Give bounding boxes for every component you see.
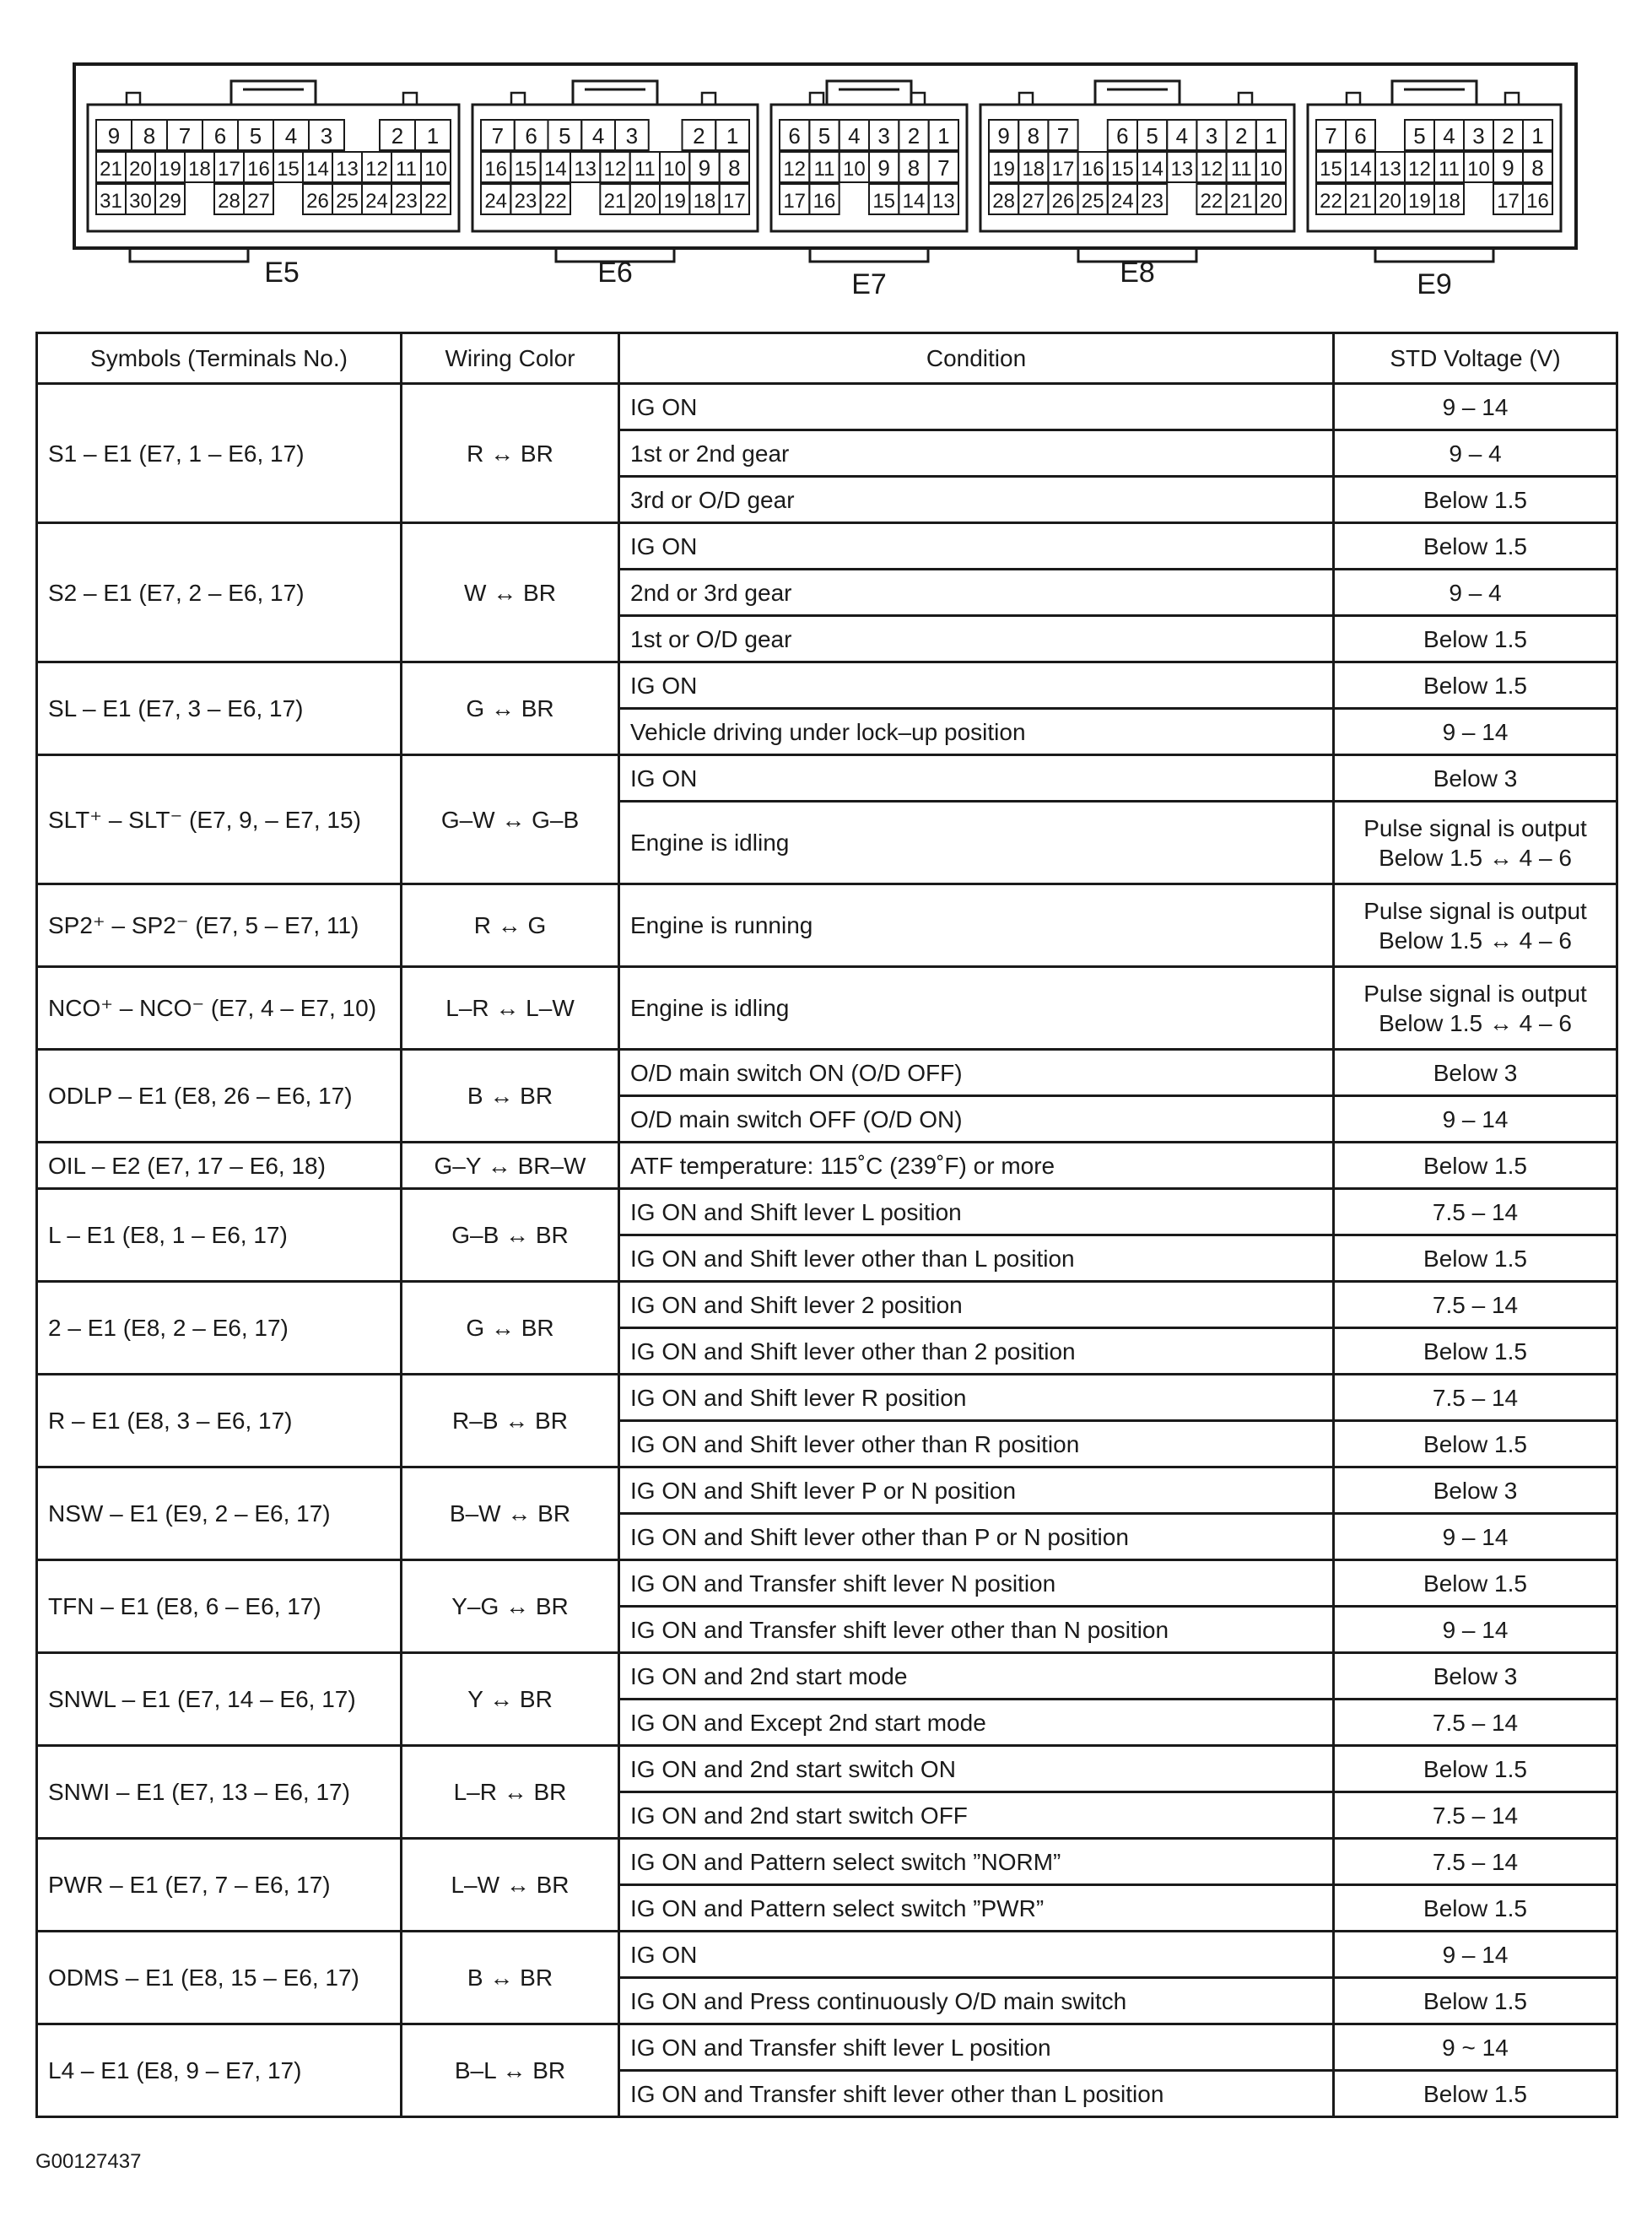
pin-number: 19 xyxy=(1408,190,1431,213)
wiring-color: B ↔ BR xyxy=(402,1050,619,1143)
std-voltage-cell: 7.5 – 14 xyxy=(1334,1839,1617,1885)
condition-cell: IG ON and Press continuously O/D main switch xyxy=(619,1978,1334,2024)
pin-number: 9 xyxy=(877,155,890,181)
wiring-color: G–Y ↔ BR–W xyxy=(402,1143,619,1189)
pin-number: 22 xyxy=(424,190,447,213)
pin-number: 14 xyxy=(1349,158,1372,181)
pin-number: 4 xyxy=(284,123,298,149)
pin-number: 3 xyxy=(1472,123,1485,149)
pin-number: 16 xyxy=(1081,158,1104,181)
pin-number: 20 xyxy=(1379,190,1401,213)
condition-cell: IG ON and Shift lever other than R position xyxy=(619,1421,1334,1467)
connector-e6 xyxy=(472,81,758,289)
pin-number: 28 xyxy=(218,190,240,213)
pin-number: 12 xyxy=(1200,158,1223,181)
pin-number: 8 xyxy=(1531,155,1544,181)
connector-tab xyxy=(403,93,417,105)
condition-cell: IG ON and Shift lever other than L position xyxy=(619,1235,1334,1282)
std-voltage-cell: Below 3 xyxy=(1334,755,1617,802)
voltage-line: Pulse signal is output xyxy=(1363,897,1587,924)
pin-number: 4 xyxy=(1175,123,1189,149)
table-row xyxy=(37,967,1617,1050)
condition-cell: IG ON and 2nd start mode xyxy=(619,1653,1334,1700)
table-row xyxy=(37,1375,1617,1421)
pin-number: 10 xyxy=(663,158,687,181)
terminal-symbol: PWR – E1 (E7, 7 – E6, 17) xyxy=(37,1839,402,1932)
condition-cell: O/D main switch ON (O/D OFF) xyxy=(619,1050,1334,1096)
std-voltage-cell: Below 1.5 xyxy=(1334,477,1617,523)
pin-number: 10 xyxy=(842,158,866,181)
connector-label: E6 xyxy=(597,257,633,289)
terminal-symbol: S2 – E1 (E7, 2 – E6, 17) xyxy=(37,523,402,662)
pin-number: 17 xyxy=(218,158,240,181)
pin-number: 11 xyxy=(1439,158,1460,181)
pin-number: 18 xyxy=(693,190,716,213)
voltage-line: Below 1.5 ↔ 4 – 6 xyxy=(1379,927,1572,954)
connector-tab xyxy=(1347,93,1360,105)
pin-number: 25 xyxy=(336,190,359,213)
pin-number: 8 xyxy=(143,123,156,149)
voltage-line: Pulse signal is output xyxy=(1363,814,1587,841)
pin-number: 12 xyxy=(603,158,627,181)
std-voltage-cell: Below 1.5 xyxy=(1334,1235,1617,1282)
std-voltage-cell: 9 – 14 xyxy=(1334,1932,1617,1978)
terminal-symbol: TFN – E1 (E8, 6 – E6, 17) xyxy=(37,1560,402,1653)
table-row xyxy=(37,2024,1617,2071)
pin-number: 15 xyxy=(1320,158,1342,181)
pin-number: 19 xyxy=(663,190,687,213)
pin-number: 21 xyxy=(603,190,627,213)
pin-number: 1 xyxy=(937,123,950,149)
pin-number: 3 xyxy=(320,123,333,149)
std-voltage-cell: Below 1.5 xyxy=(1334,1143,1617,1189)
wiring-color: W ↔ BR xyxy=(402,523,619,662)
std-voltage-cell: Below 1.5 xyxy=(1334,1560,1617,1607)
connector-e8 xyxy=(980,81,1294,289)
pin-number: 9 xyxy=(107,123,121,149)
wiring-color: R ↔ BR xyxy=(402,384,619,523)
pin-number: 4 xyxy=(1443,123,1455,149)
pin-number: 10 xyxy=(1260,158,1282,181)
terminal-symbol: L – E1 (E8, 1 – E6, 17) xyxy=(37,1189,402,1282)
pin-number: 11 xyxy=(634,158,656,181)
pin-number: 7 xyxy=(178,123,192,149)
std-voltage-cell: 7.5 – 14 xyxy=(1334,1375,1617,1421)
std-voltage-cell: 7.5 – 14 xyxy=(1334,1189,1617,1235)
connector-tab xyxy=(810,93,823,105)
pin-number: 21 xyxy=(1229,190,1253,213)
connector-latch xyxy=(573,81,657,105)
condition-cell: IG ON and Shift lever P or N position xyxy=(619,1467,1334,1514)
wiring-color: L–W ↔ BR xyxy=(402,1839,619,1932)
wiring-color: G–W ↔ G–B xyxy=(402,755,619,884)
std-voltage-cell: 9 – 14 xyxy=(1334,1607,1617,1653)
terminal-symbol: OIL – E2 (E7, 17 – E6, 18) xyxy=(37,1143,402,1189)
std-voltage-cell: Below 1.5 xyxy=(1334,1978,1617,2024)
condition-cell: 1st or 2nd gear xyxy=(619,430,1334,477)
pin-number: 16 xyxy=(813,190,836,213)
figure-id: G00127437 xyxy=(35,2150,142,2173)
pin-number: 20 xyxy=(129,158,152,181)
connector-tab xyxy=(1505,93,1519,105)
pin-number: 25 xyxy=(1081,190,1104,213)
pin-number: 24 xyxy=(484,190,508,213)
table-row xyxy=(37,384,1617,430)
pin-number: 5 xyxy=(559,123,571,149)
pin-number: 1 xyxy=(1265,123,1277,149)
connector-tab xyxy=(1019,93,1033,105)
std-voltage-cell: 7.5 – 14 xyxy=(1334,1282,1617,1328)
terminal-symbol: SNWI – E1 (E7, 13 – E6, 17) xyxy=(37,1746,402,1839)
condition-cell: IG ON and Shift lever L position xyxy=(619,1189,1334,1235)
pin-number: 10 xyxy=(424,158,447,181)
pin-number: 17 xyxy=(722,190,746,213)
pin-number: 26 xyxy=(306,190,329,213)
connector-tab xyxy=(511,93,525,105)
connector-e5 xyxy=(88,81,459,289)
condition-cell: Vehicle driving under lock–up position xyxy=(619,709,1334,755)
pin-number: 22 xyxy=(1200,190,1223,213)
pin-number: 14 xyxy=(543,158,567,181)
connector-label: E9 xyxy=(1417,268,1452,300)
pin-number: 7 xyxy=(1325,123,1337,149)
connector-latch xyxy=(231,81,316,105)
std-voltage-cell: Below 3 xyxy=(1334,1467,1617,1514)
pin-number: 23 xyxy=(514,190,537,213)
table-row xyxy=(37,755,1617,802)
table-row xyxy=(37,1189,1617,1235)
pin-number: 21 xyxy=(1349,190,1372,213)
pin-number: 23 xyxy=(395,190,418,213)
pin-number: 6 xyxy=(525,123,537,149)
pin-number: 12 xyxy=(365,158,388,181)
condition-cell: IG ON and Shift lever other than 2 position xyxy=(619,1328,1334,1375)
table-row xyxy=(37,1050,1617,1096)
pin-number: 19 xyxy=(992,158,1015,181)
pin-number: 12 xyxy=(1408,158,1431,181)
condition-cell: O/D main switch OFF (O/D ON) xyxy=(619,1096,1334,1143)
voltage-line: Below 1.5 ↔ 4 – 6 xyxy=(1379,1009,1572,1036)
std-voltage-cell: Below 1.5 xyxy=(1334,616,1617,662)
connector-key xyxy=(810,248,928,262)
condition-cell: IG ON and Shift lever 2 position xyxy=(619,1282,1334,1328)
pin-number: 3 xyxy=(1205,123,1218,149)
pin-number: 6 xyxy=(788,123,801,149)
std-voltage-cell: Below 1.5 xyxy=(1334,523,1617,570)
std-voltage-cell: 9 – 14 xyxy=(1334,1514,1617,1560)
pin-number: 17 xyxy=(783,190,807,213)
ecu-connector-diagram xyxy=(0,0,1652,321)
condition-cell: IG ON and Transfer shift lever N position xyxy=(619,1560,1334,1607)
condition-cell: IG ON xyxy=(619,1932,1334,1978)
table-row xyxy=(37,1653,1617,1700)
condition-cell: IG ON xyxy=(619,755,1334,802)
std-voltage-cell xyxy=(1334,802,1617,884)
pin-number: 17 xyxy=(1051,158,1075,181)
connector-latch xyxy=(1095,81,1180,105)
pin-number: 6 xyxy=(1354,123,1367,149)
terminal-symbol: ODMS – E1 (E8, 15 – E6, 17) xyxy=(37,1932,402,2024)
pin-number: 13 xyxy=(931,190,955,213)
connector-housing xyxy=(74,64,1576,248)
std-voltage-cell: Below 1.5 xyxy=(1334,662,1617,709)
pin-number: 18 xyxy=(188,158,211,181)
pin-number: 1 xyxy=(1531,123,1544,149)
table-row xyxy=(37,1560,1617,1607)
pin-number: 17 xyxy=(1497,190,1520,213)
condition-cell: IG ON and Shift lever other than P or N position xyxy=(619,1514,1334,1560)
wiring-color: Y–G ↔ BR xyxy=(402,1560,619,1653)
pin-number: 1 xyxy=(726,123,739,149)
condition-cell: IG ON xyxy=(619,662,1334,709)
pin-number: 20 xyxy=(633,190,656,213)
pin-number: 23 xyxy=(1141,190,1163,213)
pin-number: 14 xyxy=(306,158,329,181)
terminal-symbol: SL – E1 (E7, 3 – E6, 17) xyxy=(37,662,402,755)
std-voltage-cell: 9 – 14 xyxy=(1334,384,1617,430)
pin-number: 3 xyxy=(877,123,890,149)
condition-cell: IG ON and Pattern select switch ”PWR” xyxy=(619,1885,1334,1932)
pin-number: 5 xyxy=(1146,123,1158,149)
pin-number: 24 xyxy=(365,190,388,213)
pin-number: 8 xyxy=(907,155,920,181)
terminal-symbol: ODLP – E1 (E8, 26 – E6, 17) xyxy=(37,1050,402,1143)
wiring-color: B ↔ BR xyxy=(402,1932,619,2024)
header-condition: Condition xyxy=(619,333,1334,384)
pin-number: 15 xyxy=(514,158,537,181)
condition-cell: IG ON and Pattern select switch ”NORM” xyxy=(619,1839,1334,1885)
std-voltage-cell: Below 1.5 xyxy=(1334,1885,1617,1932)
pin-number: 21 xyxy=(100,158,122,181)
pin-number: 6 xyxy=(213,123,227,149)
wiring-color: R–B ↔ BR xyxy=(402,1375,619,1467)
std-voltage-cell: Below 1.5 xyxy=(1334,2071,1617,2117)
wiring-color: G–B ↔ BR xyxy=(402,1189,619,1282)
std-voltage-cell: 9 – 14 xyxy=(1334,709,1617,755)
condition-cell: IG ON xyxy=(619,384,1334,430)
condition-cell: Engine is running xyxy=(619,884,1334,967)
pin-number: 15 xyxy=(872,190,896,213)
terminal-symbol: SP2⁺ – SP2⁻ (E7, 5 – E7, 11) xyxy=(37,884,402,967)
pin-number: 31 xyxy=(100,190,122,213)
header-symbols: Symbols (Terminals No.) xyxy=(37,333,402,384)
pin-number: 9 xyxy=(698,155,711,181)
pin-number: 10 xyxy=(1467,158,1490,181)
terminal-symbol: NSW – E1 (E9, 2 – E6, 17) xyxy=(37,1467,402,1560)
pin-number: 11 xyxy=(1230,158,1252,181)
pin-number: 26 xyxy=(1051,190,1075,213)
pin-number: 16 xyxy=(484,158,508,181)
table-row xyxy=(37,1746,1617,1792)
pin-number: 7 xyxy=(491,123,505,149)
pin-number: 2 xyxy=(391,123,404,149)
pin-number: 27 xyxy=(1022,190,1045,213)
pin-number: 27 xyxy=(247,190,270,213)
wiring-color: L–R ↔ BR xyxy=(402,1746,619,1839)
connector-e7 xyxy=(771,81,967,300)
std-voltage-cell: Below 1.5 xyxy=(1334,1421,1617,1467)
pin-number: 18 xyxy=(1438,190,1460,213)
condition-cell: IG ON and Transfer shift lever other than N position xyxy=(619,1607,1334,1653)
pin-number: 5 xyxy=(249,123,262,149)
pin-number: 28 xyxy=(992,190,1015,213)
terminal-symbol: S1 – E1 (E7, 1 – E6, 17) xyxy=(37,384,402,523)
pin-number: 9 xyxy=(997,123,1010,149)
condition-cell: ATF temperature: 115˚C (239˚F) or more xyxy=(619,1143,1334,1189)
connector-label: E8 xyxy=(1120,257,1155,289)
wiring-color: R ↔ G xyxy=(402,884,619,967)
terminal-symbol: R – E1 (E8, 3 – E6, 17) xyxy=(37,1375,402,1467)
terminal-symbol: SNWL – E1 (E7, 14 – E6, 17) xyxy=(37,1653,402,1746)
pin-number: 8 xyxy=(728,155,741,181)
std-voltage-cell: Below 1.5 xyxy=(1334,1746,1617,1792)
connector-key xyxy=(1375,248,1493,262)
wiring-color: B–L ↔ BR xyxy=(402,2024,619,2117)
connector-label: E5 xyxy=(264,257,300,289)
wiring-color: Y ↔ BR xyxy=(402,1653,619,1746)
pin-number: 19 xyxy=(159,158,181,181)
pin-number: 7 xyxy=(937,155,950,181)
condition-cell: Engine is idling xyxy=(619,967,1334,1050)
pin-number: 11 xyxy=(813,158,835,181)
std-voltage-cell: 9 ~ 14 xyxy=(1334,2024,1617,2071)
connector-tab xyxy=(1239,93,1252,105)
table-row xyxy=(37,1932,1617,1978)
pin-number: 15 xyxy=(277,158,300,181)
pin-number: 20 xyxy=(1260,190,1282,213)
wiring-color: L–R ↔ L–W xyxy=(402,967,619,1050)
pin-number: 16 xyxy=(247,158,270,181)
pin-number: 3 xyxy=(625,123,639,149)
condition-cell: 3rd or O/D gear xyxy=(619,477,1334,523)
terminal-symbol: 2 – E1 (E8, 2 – E6, 17) xyxy=(37,1282,402,1375)
connector-latch xyxy=(827,81,911,105)
condition-cell: 2nd or 3rd gear xyxy=(619,570,1334,616)
condition-cell: IG ON and Except 2nd start mode xyxy=(619,1700,1334,1746)
pin-number: 5 xyxy=(1413,123,1426,149)
connector-tab xyxy=(127,93,140,105)
condition-cell: IG ON and 2nd start switch ON xyxy=(619,1746,1334,1792)
pin-number: 8 xyxy=(1027,123,1040,149)
table-row xyxy=(37,1839,1617,1885)
condition-cell: IG ON and Transfer shift lever L position xyxy=(619,2024,1334,2071)
header-std-voltage: STD Voltage (V) xyxy=(1334,333,1617,384)
connector-tab xyxy=(911,93,925,105)
pin-number: 2 xyxy=(693,123,705,149)
pin-number: 22 xyxy=(1320,190,1342,213)
pin-number: 4 xyxy=(591,123,605,149)
pin-number: 18 xyxy=(1022,158,1045,181)
wiring-color: B–W ↔ BR xyxy=(402,1467,619,1560)
pin-number: 2 xyxy=(1502,123,1514,149)
condition-cell: Engine is idling xyxy=(619,802,1334,884)
pin-number: 2 xyxy=(1234,123,1248,149)
pin-number: 13 xyxy=(1379,158,1401,181)
connector-tab xyxy=(702,93,715,105)
wiring-color: G ↔ BR xyxy=(402,662,619,755)
table-row xyxy=(37,1282,1617,1328)
pin-number: 9 xyxy=(1502,155,1514,181)
table-header-row xyxy=(37,333,1617,384)
terminal-symbol: SLT⁺ – SLT⁻ (E7, 9, – E7, 15) xyxy=(37,755,402,884)
condition-cell: IG ON and 2nd start switch OFF xyxy=(619,1792,1334,1839)
std-voltage-cell xyxy=(1334,884,1617,967)
pin-number: 13 xyxy=(1170,158,1194,181)
pin-number: 12 xyxy=(783,158,807,181)
std-voltage-cell: 7.5 – 14 xyxy=(1334,1792,1617,1839)
condition-cell: 1st or O/D gear xyxy=(619,616,1334,662)
pin-number: 24 xyxy=(1111,190,1134,213)
terminal-symbol: L4 – E1 (E8, 9 – E7, 17) xyxy=(37,2024,402,2117)
pin-number: 15 xyxy=(1111,158,1134,181)
pin-number: 30 xyxy=(129,190,152,213)
pin-number: 6 xyxy=(1116,123,1129,149)
table-row xyxy=(37,1143,1617,1189)
pin-number: 5 xyxy=(818,123,831,149)
condition-cell: IG ON and Shift lever R position xyxy=(619,1375,1334,1421)
pin-number: 13 xyxy=(574,158,597,181)
std-voltage-cell: 9 – 14 xyxy=(1334,1096,1617,1143)
pin-number: 1 xyxy=(426,123,440,149)
table-row xyxy=(37,523,1617,570)
std-voltage-cell: 7.5 – 14 xyxy=(1334,1700,1617,1746)
pin-number: 4 xyxy=(848,123,861,149)
pin-number: 13 xyxy=(336,158,359,181)
voltage-line: Pulse signal is output xyxy=(1363,980,1587,1007)
std-voltage-cell: 9 – 4 xyxy=(1334,570,1617,616)
pin-number: 29 xyxy=(159,190,181,213)
condition-cell: IG ON xyxy=(619,523,1334,570)
pin-number: 22 xyxy=(543,190,567,213)
pin-number: 7 xyxy=(1056,123,1070,149)
table-row xyxy=(37,1467,1617,1514)
std-voltage-cell: Below 3 xyxy=(1334,1653,1617,1700)
std-voltage-cell xyxy=(1334,967,1617,1050)
pin-number: 16 xyxy=(1526,190,1549,213)
connector-label: E7 xyxy=(851,268,887,300)
std-voltage-cell: 9 – 4 xyxy=(1334,430,1617,477)
std-voltage-cell: Below 3 xyxy=(1334,1050,1617,1096)
terminal-voltage-table xyxy=(35,332,1618,2118)
pin-number: 14 xyxy=(1141,158,1163,181)
terminal-symbol: NCO⁺ – NCO⁻ (E7, 4 – E7, 10) xyxy=(37,967,402,1050)
connector-key xyxy=(130,248,248,262)
pin-number: 14 xyxy=(902,190,926,213)
connector-e9 xyxy=(1308,81,1561,300)
pin-number: 2 xyxy=(907,123,920,149)
connector-latch xyxy=(1392,81,1477,105)
pin-number: 11 xyxy=(396,158,417,181)
table-row xyxy=(37,884,1617,967)
condition-cell: IG ON and Transfer shift lever other than L position xyxy=(619,2071,1334,2117)
header-wiring-color: Wiring Color xyxy=(402,333,619,384)
wiring-color: G ↔ BR xyxy=(402,1282,619,1375)
std-voltage-cell: Below 1.5 xyxy=(1334,1328,1617,1375)
voltage-line: Below 1.5 ↔ 4 – 6 xyxy=(1379,844,1572,871)
table-row xyxy=(37,662,1617,709)
